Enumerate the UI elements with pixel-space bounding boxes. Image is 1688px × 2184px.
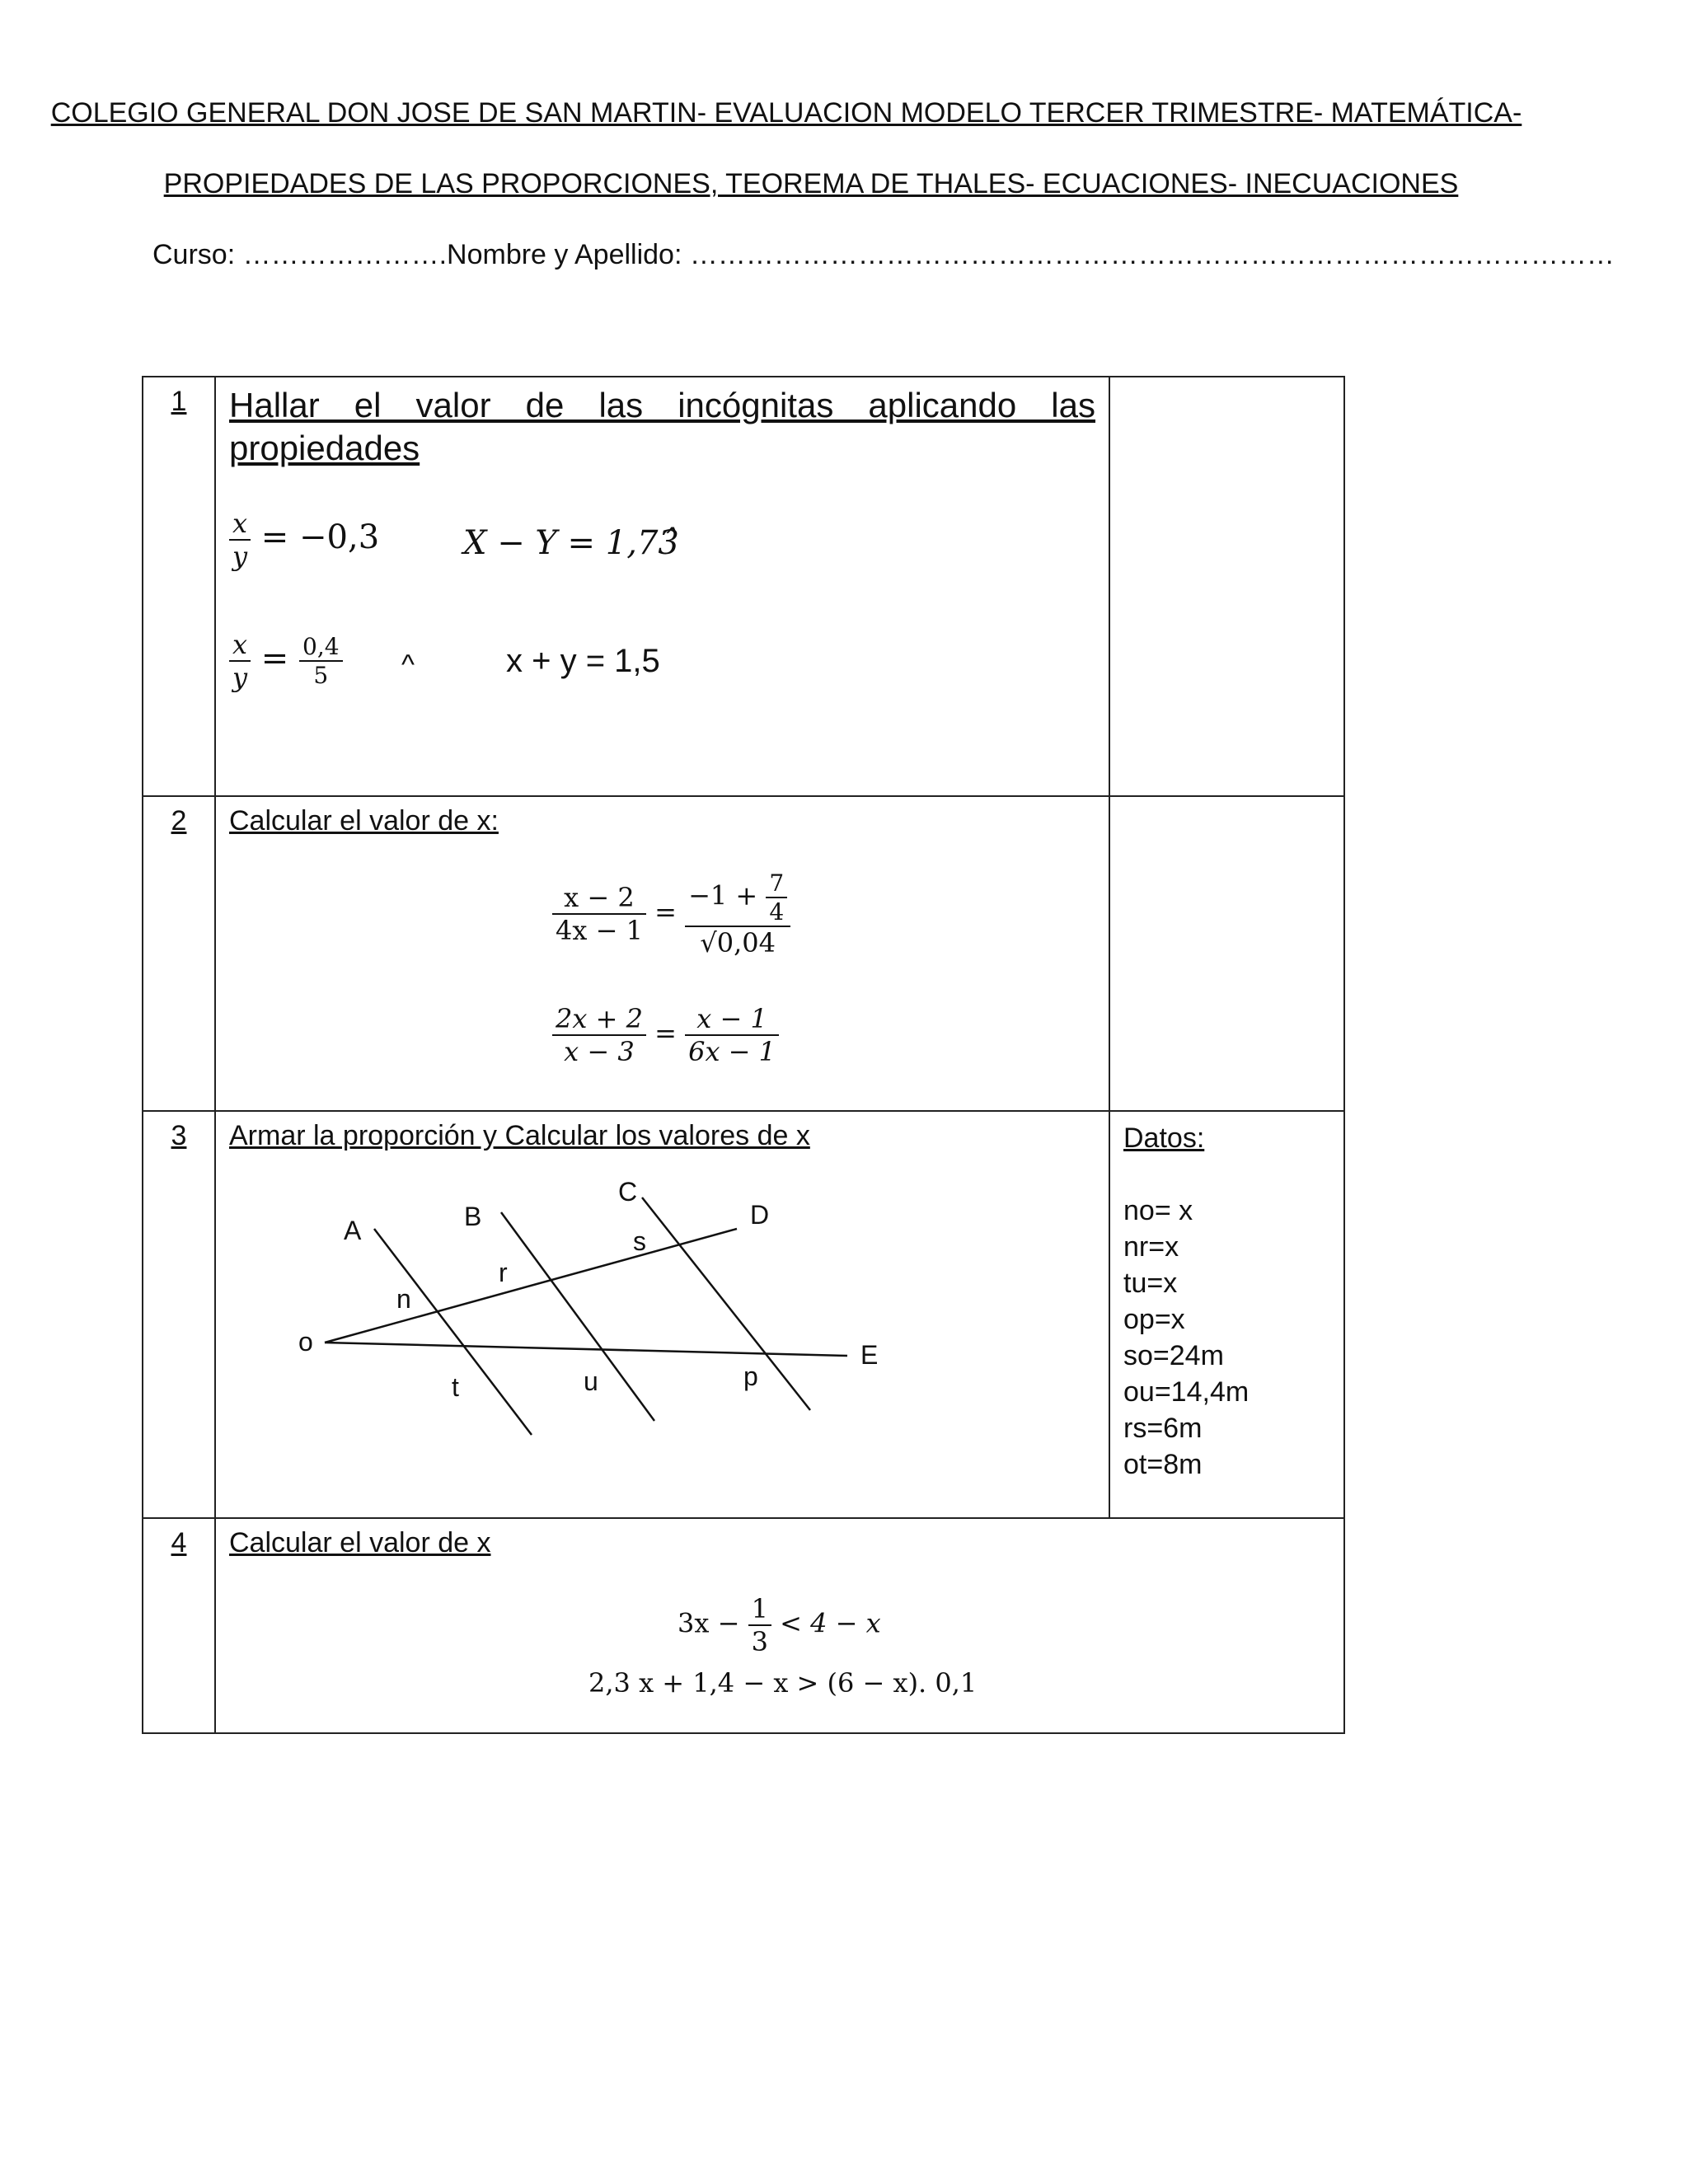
equation-4: x + y = 1,5 xyxy=(506,643,660,679)
thales-figure xyxy=(216,1112,1109,1519)
equation-6: $\frac{2x + 2}{x - 3}$ = $\frac{x - 1}{6x - 1}$ xyxy=(552,1003,779,1067)
label-s: s xyxy=(633,1226,646,1256)
parallel-line-b xyxy=(501,1212,654,1421)
datos-item: ot=8m xyxy=(1123,1449,1203,1480)
parallel-line-c xyxy=(642,1197,810,1410)
datos-item: so=24m xyxy=(1123,1340,1224,1371)
exercise-number: 3 xyxy=(143,1111,215,1518)
equation-2: X − Y = 1,73̂ xyxy=(463,524,679,562)
label-r: r xyxy=(499,1258,508,1287)
exercise-number: 1 xyxy=(143,377,215,796)
label-t: t xyxy=(452,1372,459,1402)
label-E: E xyxy=(860,1340,879,1370)
datos-item: op=x xyxy=(1123,1304,1185,1335)
inequality-1: 3x − $\frac{1}{3}$ < 4 − x xyxy=(678,1593,881,1657)
datos-item: no= x xyxy=(1123,1195,1193,1226)
exercise-2-side xyxy=(1109,796,1344,1111)
exercise-number: 4 xyxy=(143,1518,215,1733)
label-u: u xyxy=(584,1366,598,1396)
label-n: n xyxy=(396,1284,411,1314)
datos-item: tu=x xyxy=(1123,1268,1178,1299)
exercise-row-3 xyxy=(143,1111,1344,1518)
equation-5: $\frac{x - 2}{4x - 1}$ = −1 + $\frac{7}{4}$ √0,04 xyxy=(552,869,790,958)
label-p: p xyxy=(743,1361,758,1391)
header-subtitle: PROPIEDADES DE LAS PROPORCIONES, TEOREMA DE THALES- ECUACIONES- INECUACIONES xyxy=(163,168,1459,199)
equation-1: $\frac{x}{y}$ = −0,3 xyxy=(229,508,379,572)
exercise-table xyxy=(142,376,1345,1734)
exercise-2-title: Calcular el valor de x: xyxy=(229,805,499,837)
label-A: A xyxy=(344,1216,362,1245)
datos-item: nr=x xyxy=(1123,1231,1179,1263)
datos-title: Datos: xyxy=(1123,1122,1205,1154)
parallel-line-a xyxy=(374,1229,532,1435)
exercise-row-2 xyxy=(143,796,1344,1111)
exercise-1-title-cont: propiedades xyxy=(229,429,420,467)
and-symbol: ^ xyxy=(401,649,415,681)
datos-item: rs=6m xyxy=(1123,1413,1203,1444)
label-D: D xyxy=(750,1200,770,1230)
label-C: C xyxy=(618,1177,638,1207)
exercise-2-content xyxy=(215,796,1109,1111)
exercise-3-title: Armar la proporción y Calcular los valores de x xyxy=(229,1120,810,1151)
ray-oe xyxy=(325,1343,847,1356)
exercise-3-side xyxy=(1109,1111,1344,1518)
inequality-2: 2,3 x + 1,4 − x > (6 − x). 0,1 xyxy=(588,1667,978,1699)
exercise-1-content xyxy=(215,377,1109,796)
exercise-row-4 xyxy=(143,1518,1344,1733)
datos-list xyxy=(1123,1120,1330,1483)
datos-item: ou=14,4m xyxy=(1123,1376,1250,1408)
exercise-1-title: Hallar el valor de las incógnitas aplicando las xyxy=(229,386,1095,424)
exercise-number: 2 xyxy=(143,796,215,1111)
exercise-4-content xyxy=(215,1518,1344,1733)
exercise-3-content xyxy=(215,1111,1109,1518)
label-B: B xyxy=(464,1202,482,1231)
header-title: COLEGIO GENERAL DON JOSE DE SAN MARTIN- EVALUACION MODELO TERCER TRIMESTRE- MATEMÁTICA- xyxy=(50,97,1522,129)
exercise-row-1 xyxy=(143,377,1344,796)
exercise-4-title: Calcular el valor de x xyxy=(229,1527,491,1558)
label-o: o xyxy=(298,1327,313,1357)
exercise-1-side xyxy=(1109,377,1344,796)
student-info-line: Curso: ………………….Nombre y Apellido: ……………………………………………………………………………………… xyxy=(152,239,1615,270)
equation-3: $\frac{x}{y}$ = $\frac{0,4}{5}$ xyxy=(229,629,343,693)
